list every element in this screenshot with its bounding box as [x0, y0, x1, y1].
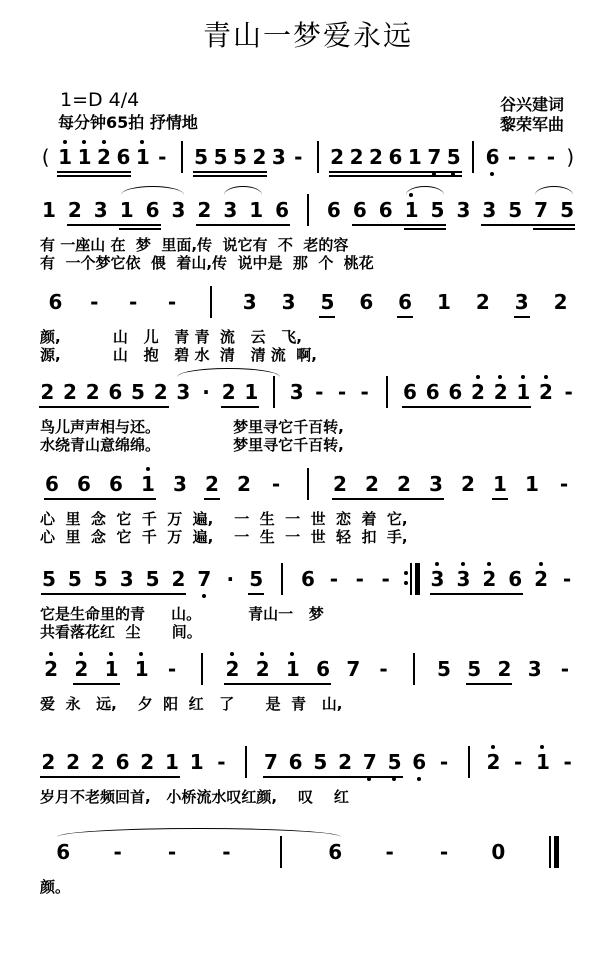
note: 2	[482, 567, 497, 591]
note: 2	[63, 380, 77, 404]
note: 5	[387, 750, 402, 774]
barline	[245, 746, 247, 778]
note: -	[355, 567, 364, 591]
tempo-marking: 每分钟65拍 抒情地	[58, 113, 198, 132]
note: -	[562, 567, 572, 591]
barline	[410, 563, 412, 595]
beam-line	[39, 406, 168, 408]
note: 2	[255, 657, 270, 681]
note: 6	[316, 657, 331, 681]
lyric-line: 岁月不老频回首, 小桥流水叹红颜, 叹 红	[40, 788, 349, 806]
note: -	[222, 840, 231, 864]
beam-line	[402, 406, 531, 408]
beam-line	[263, 776, 403, 778]
note: 3	[430, 567, 445, 591]
note: 2	[534, 567, 549, 591]
lyric-line: 鸟儿声声相与还。 梦里寻它千百转,	[40, 418, 344, 436]
note: 7	[197, 567, 212, 591]
note: 5	[249, 567, 264, 591]
note: -	[527, 145, 536, 169]
note: 2	[153, 380, 168, 404]
beam-line	[196, 224, 290, 226]
note: 2	[44, 657, 59, 681]
score-row	[0, 840, 616, 960]
lyric-line: 有 一座山 在 梦 里面,传 说它有 不 老的容	[40, 236, 349, 254]
note: -	[546, 145, 555, 169]
note: 1	[134, 657, 149, 681]
note: (	[41, 145, 50, 169]
note: 6	[508, 567, 523, 591]
note: 5	[430, 198, 445, 222]
note: -	[315, 380, 324, 404]
note: 3	[93, 198, 108, 222]
note: 3	[482, 198, 497, 222]
note: 3	[281, 290, 296, 314]
note: 5	[508, 198, 523, 222]
note: 6	[45, 472, 59, 496]
note: 5	[437, 657, 451, 681]
note: 6	[275, 198, 290, 222]
note: 2	[140, 750, 155, 774]
beam-line	[67, 224, 161, 226]
note: 5	[67, 567, 82, 591]
lyric-line: 颜。	[40, 878, 71, 896]
barline	[468, 746, 470, 778]
barline	[415, 563, 420, 595]
note: 3	[456, 198, 471, 222]
note: 6	[326, 198, 341, 222]
lyric-line: 源, 山 抱 碧 水 清 清 流 啊,	[40, 346, 317, 364]
barline	[210, 286, 212, 318]
note: 5	[233, 145, 247, 169]
note: 2	[90, 750, 105, 774]
note: 5	[131, 380, 145, 404]
beam-line	[329, 171, 462, 173]
beam-line	[40, 776, 180, 778]
note: 6	[412, 750, 427, 774]
note: 5	[145, 567, 160, 591]
note: -	[360, 380, 369, 404]
note: 2	[338, 750, 353, 774]
note: 3	[176, 380, 191, 404]
note: -	[167, 290, 177, 314]
note: 2	[41, 750, 56, 774]
note: 2	[397, 472, 411, 496]
note: -	[379, 657, 388, 681]
note: 6	[378, 198, 393, 222]
note: 3	[429, 472, 443, 496]
lyric-line: 共看落花红 尘 间。	[40, 623, 202, 641]
barline	[201, 653, 203, 685]
note: 7	[427, 145, 442, 169]
beam-line	[332, 498, 444, 500]
note: -	[563, 750, 572, 774]
note: 6	[328, 840, 343, 864]
note: 3	[119, 567, 134, 591]
beam-line	[492, 498, 508, 500]
repeat-dot	[404, 581, 408, 585]
note: 7	[362, 750, 377, 774]
beam-line	[248, 593, 264, 595]
note: 6	[115, 750, 130, 774]
note: 3	[514, 290, 529, 314]
beam-line	[319, 316, 335, 318]
note: 6	[108, 380, 123, 404]
note: 1	[141, 472, 155, 496]
lyric-line: 颜, 山 儿 青 青 流 云 飞,	[40, 328, 302, 346]
note: 6	[77, 472, 91, 496]
note: 6	[352, 198, 367, 222]
note: -	[337, 380, 347, 404]
barline	[472, 141, 474, 173]
barline	[273, 376, 275, 408]
note: -	[329, 567, 339, 591]
note: 2	[497, 657, 512, 681]
note: -	[217, 750, 226, 774]
note: 2	[475, 290, 490, 314]
barline	[386, 376, 388, 408]
note: 1	[58, 145, 73, 169]
note: 2	[67, 198, 82, 222]
beam-line	[430, 593, 524, 595]
note: -	[560, 657, 570, 681]
beam-line	[221, 406, 260, 408]
note: 6	[109, 472, 123, 496]
note: ·	[226, 567, 235, 591]
note: 2	[66, 750, 81, 774]
note: 6	[448, 380, 463, 404]
note: 3	[173, 472, 187, 496]
note: 5	[93, 567, 108, 591]
note: 6	[425, 380, 440, 404]
note: 3	[242, 290, 257, 314]
note: 2	[252, 145, 267, 169]
note: 2	[349, 145, 364, 169]
note: 1	[535, 750, 550, 774]
beam-line	[57, 175, 131, 177]
note: -	[158, 145, 167, 169]
note: 1	[244, 380, 259, 404]
note: -	[113, 840, 122, 864]
beam-line	[41, 593, 187, 595]
note: -	[564, 380, 573, 404]
beam-line	[481, 224, 575, 226]
note: -	[90, 290, 99, 314]
note: 1	[493, 472, 507, 496]
note: 5	[313, 750, 328, 774]
note: 5	[41, 567, 56, 591]
key-time-signature: 1=D 4/4	[60, 89, 140, 111]
note: -	[439, 750, 449, 774]
beam-line	[193, 171, 267, 173]
note: 6	[485, 145, 500, 169]
note: -	[385, 840, 394, 864]
note: 2	[539, 380, 553, 404]
note: 6	[56, 840, 71, 864]
beam-line	[466, 683, 512, 685]
beam-line	[397, 316, 413, 318]
note: 2	[74, 657, 89, 681]
note: 2	[205, 472, 219, 496]
lyric-line: 心 里 念 它 千 万 遍, 一 生 一 世 轻 扣 手,	[40, 528, 408, 546]
beam-line	[514, 316, 530, 318]
note: 2	[197, 198, 212, 222]
note: 1	[119, 198, 134, 222]
note: 7	[346, 657, 361, 681]
note: 1	[189, 750, 204, 774]
note: 5	[560, 198, 574, 222]
note: 2	[330, 145, 345, 169]
lyric-line: 水绕青山意绵绵。 梦里寻它千百转,	[40, 436, 344, 454]
note: 3	[223, 198, 238, 222]
note: 1	[407, 145, 422, 169]
note: 1	[104, 657, 119, 681]
note: 2	[40, 380, 55, 404]
note: -	[507, 145, 517, 169]
note: -	[294, 145, 303, 169]
note: )	[566, 145, 575, 169]
note: 6	[145, 198, 160, 222]
note: 2	[369, 145, 383, 169]
note: 0	[491, 840, 506, 864]
note: 5	[467, 657, 482, 681]
note: 2	[171, 567, 186, 591]
note: 1	[437, 290, 451, 314]
composer-credit: 黎荣军曲	[500, 115, 565, 134]
note: 1	[135, 145, 150, 169]
lyricist-credit: 谷兴建词	[500, 95, 565, 114]
note: 2	[221, 380, 236, 404]
note: 3	[527, 657, 542, 681]
note: 6	[388, 145, 403, 169]
beam-line	[204, 498, 220, 500]
note: -	[167, 840, 177, 864]
note: 2	[553, 290, 568, 314]
note: 6	[359, 290, 374, 314]
note: -	[128, 290, 138, 314]
beam-line	[329, 175, 462, 177]
beam-line	[352, 224, 446, 226]
note: 1	[404, 198, 419, 222]
note: 6	[403, 380, 417, 404]
beam-line	[57, 171, 131, 173]
note: 2	[471, 380, 485, 404]
barline	[554, 836, 559, 868]
barline	[281, 563, 283, 595]
note: 6	[398, 290, 413, 314]
beam-line	[404, 228, 446, 230]
barline	[307, 468, 309, 500]
note: 1	[77, 145, 92, 169]
note: 2	[237, 472, 251, 496]
note: 1	[516, 380, 531, 404]
note: 1	[249, 198, 264, 222]
note: 6	[301, 567, 315, 591]
barline	[307, 194, 309, 226]
lyric-line: 有 一个梦它依 偎 着山,传 说中是 那 个 桃花	[40, 254, 374, 272]
note: 2	[97, 145, 111, 169]
repeat-dot	[404, 571, 408, 575]
note: -	[271, 472, 281, 496]
beam-line	[73, 683, 119, 685]
note: -	[439, 840, 449, 864]
note: 5	[213, 145, 228, 169]
beam-line	[44, 498, 156, 500]
note: 1	[41, 198, 56, 222]
note: 5	[320, 290, 335, 314]
note: 1	[285, 657, 300, 681]
barline	[181, 141, 183, 173]
note: 2	[365, 472, 379, 496]
note: -	[559, 472, 569, 496]
note: 5	[194, 145, 209, 169]
note: 6	[116, 145, 131, 169]
beam-line	[533, 228, 575, 230]
song-title: 青山一梦爱永远	[202, 19, 413, 52]
note: -	[514, 750, 523, 774]
barline	[280, 836, 282, 868]
beam-line	[193, 175, 267, 177]
note: 7	[263, 750, 278, 774]
note: 5	[446, 145, 461, 169]
note: -	[167, 657, 177, 681]
note: 2	[333, 472, 347, 496]
note: 2	[493, 380, 508, 404]
barline	[413, 653, 415, 685]
note: 6	[288, 750, 303, 774]
lyric-line: 它是生命里的青 山。 青山一 梦	[40, 605, 324, 623]
note: 3	[171, 198, 186, 222]
note: 6	[48, 290, 63, 314]
note: 3	[456, 567, 471, 591]
beam-line	[119, 228, 161, 230]
note: 1	[165, 750, 179, 774]
note: 7	[534, 198, 549, 222]
lyric-line: 爱 永 远, 夕 阳 红 了 是 青 山,	[40, 695, 343, 713]
note: 2	[225, 657, 240, 681]
barline	[549, 836, 551, 868]
beam-line	[224, 683, 331, 685]
note: ·	[202, 380, 210, 404]
note: 2	[486, 750, 501, 774]
note: -	[381, 567, 390, 591]
note: 3	[289, 380, 304, 404]
note: 2	[461, 472, 475, 496]
lyric-line: 心 里 念 它 千 万 遍, 一 生 一 世 恋 着 它,	[40, 510, 408, 528]
note: 1	[525, 472, 539, 496]
note: 2	[85, 380, 100, 404]
barline	[317, 141, 319, 173]
note: 3	[271, 145, 286, 169]
